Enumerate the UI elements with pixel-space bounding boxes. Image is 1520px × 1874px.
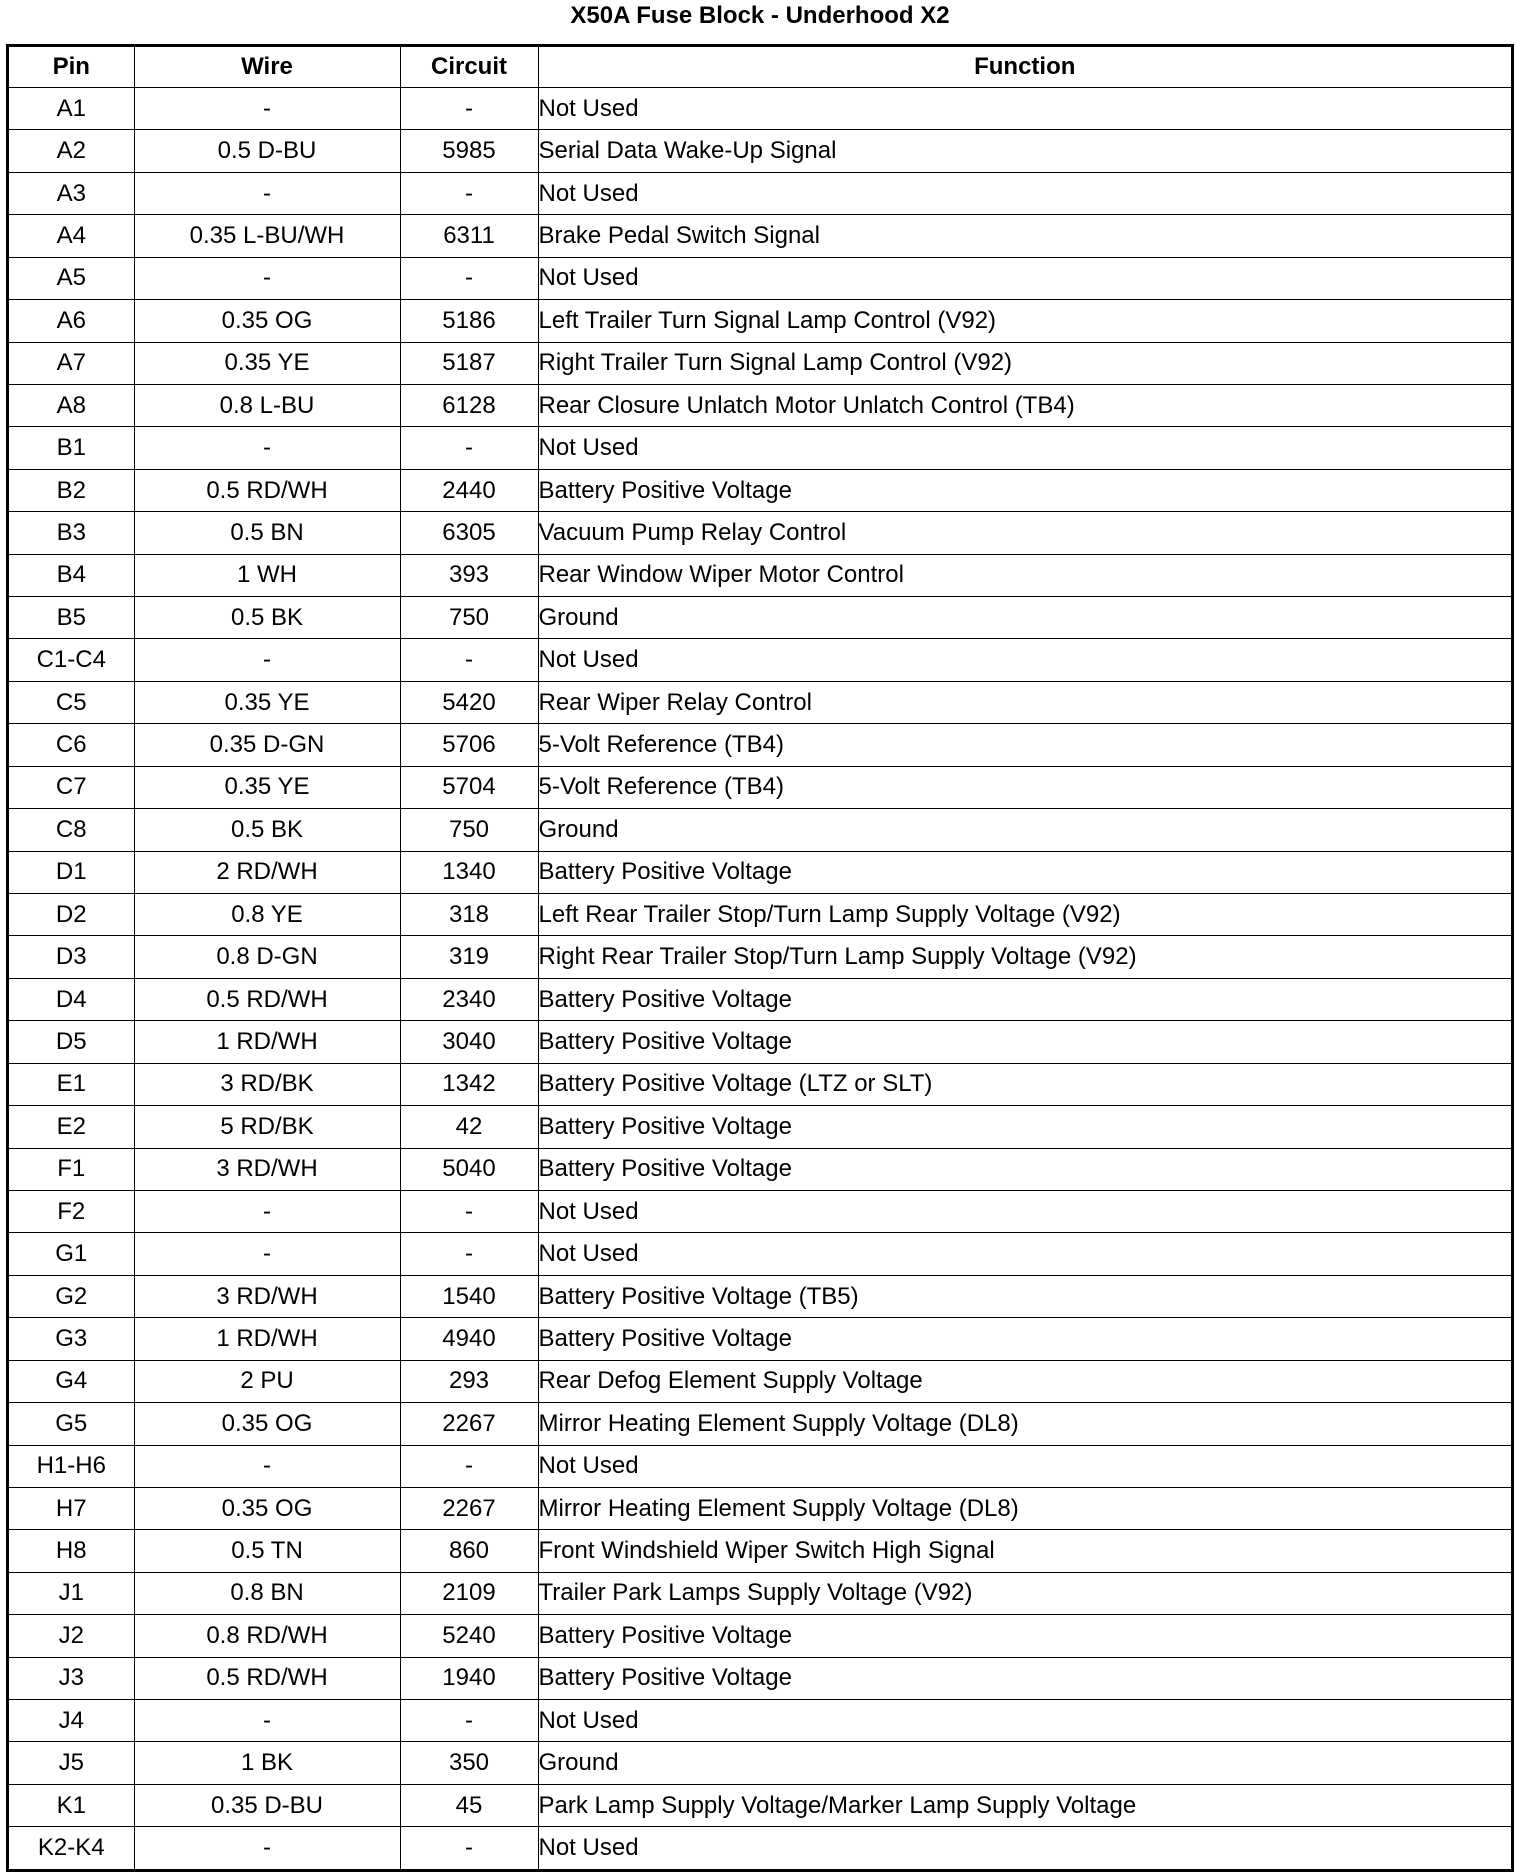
table-row — [9, 1063, 1511, 1105]
pin-cell: K1 — [9, 1784, 134, 1826]
table-row — [9, 1403, 1511, 1445]
circuit-cell: 393 — [400, 554, 538, 596]
table-row — [9, 1148, 1511, 1190]
wire-cell: 1 WH — [134, 554, 400, 596]
pin-cell: G3 — [9, 1318, 134, 1360]
function-cell: Not Used — [538, 639, 1511, 681]
function-cell: Battery Positive Voltage — [538, 1615, 1511, 1657]
pin-cell: A3 — [9, 172, 134, 214]
circuit-cell: - — [400, 1233, 538, 1275]
pin-cell: D2 — [9, 894, 134, 936]
table-header-row — [9, 47, 1511, 88]
circuit-cell: 42 — [400, 1106, 538, 1148]
pin-cell: K2-K4 — [9, 1827, 134, 1869]
circuit-cell: - — [400, 88, 538, 130]
wire-cell: 0.35 D-GN — [134, 724, 400, 766]
table-row — [9, 1742, 1511, 1784]
function-cell: Rear Closure Unlatch Motor Unlatch Control (TB4) — [538, 384, 1511, 426]
table-row — [9, 257, 1511, 299]
table-body — [9, 88, 1511, 1870]
function-cell: Battery Positive Voltage — [538, 1106, 1511, 1148]
header-circuit: Circuit — [400, 47, 538, 88]
table-row — [9, 512, 1511, 554]
wire-cell: 3 RD/WH — [134, 1275, 400, 1317]
table-row — [9, 1445, 1511, 1487]
pin-cell: B2 — [9, 469, 134, 511]
pin-cell: J2 — [9, 1615, 134, 1657]
table-row — [9, 894, 1511, 936]
table-row — [9, 342, 1511, 384]
wire-cell: 0.8 D-GN — [134, 936, 400, 978]
circuit-cell: - — [400, 427, 538, 469]
pin-cell: F1 — [9, 1148, 134, 1190]
pin-cell: A8 — [9, 384, 134, 426]
function-cell: Not Used — [538, 1233, 1511, 1275]
table-row — [9, 1233, 1511, 1275]
function-cell: Battery Positive Voltage (TB5) — [538, 1275, 1511, 1317]
function-cell: Not Used — [538, 88, 1511, 130]
pin-cell: A5 — [9, 257, 134, 299]
wire-cell: 0.35 YE — [134, 342, 400, 384]
function-cell: Mirror Heating Element Supply Voltage (DL8) — [538, 1487, 1511, 1529]
table-row — [9, 639, 1511, 681]
table-row — [9, 1275, 1511, 1317]
wire-cell: 0.5 BN — [134, 512, 400, 554]
table-row — [9, 1318, 1511, 1360]
circuit-cell: 5706 — [400, 724, 538, 766]
circuit-cell: 1340 — [400, 851, 538, 893]
table-row — [9, 851, 1511, 893]
wire-cell: 0.35 YE — [134, 681, 400, 723]
function-cell: Ground — [538, 809, 1511, 851]
table-row — [9, 1784, 1511, 1826]
header-pin: Pin — [9, 47, 134, 88]
circuit-cell: 5240 — [400, 1615, 538, 1657]
table-row — [9, 1487, 1511, 1529]
function-cell: Battery Positive Voltage (LTZ or SLT) — [538, 1063, 1511, 1105]
wire-cell: 0.5 TN — [134, 1530, 400, 1572]
circuit-cell: 4940 — [400, 1318, 538, 1360]
table-row — [9, 936, 1511, 978]
wire-cell: - — [134, 257, 400, 299]
circuit-cell: - — [400, 172, 538, 214]
wire-cell: 0.8 BN — [134, 1572, 400, 1614]
wire-cell: 0.5 RD/WH — [134, 469, 400, 511]
function-cell: Rear Window Wiper Motor Control — [538, 554, 1511, 596]
wire-cell: - — [134, 427, 400, 469]
function-cell: Park Lamp Supply Voltage/Marker Lamp Supply Voltage — [538, 1784, 1511, 1826]
wire-cell: - — [134, 1190, 400, 1232]
table-row — [9, 1827, 1511, 1869]
pin-cell: A4 — [9, 215, 134, 257]
table-row — [9, 681, 1511, 723]
pin-cell: G4 — [9, 1360, 134, 1402]
circuit-cell: - — [400, 257, 538, 299]
pin-cell: D4 — [9, 978, 134, 1020]
function-cell: Battery Positive Voltage — [538, 1657, 1511, 1699]
wire-cell: 0.5 RD/WH — [134, 978, 400, 1020]
wire-cell: 2 PU — [134, 1360, 400, 1402]
pin-cell: H7 — [9, 1487, 134, 1529]
wire-cell: 1 RD/WH — [134, 1318, 400, 1360]
function-cell: Ground — [538, 597, 1511, 639]
pin-cell: B3 — [9, 512, 134, 554]
wire-cell: - — [134, 88, 400, 130]
function-cell: Battery Positive Voltage — [538, 1021, 1511, 1063]
function-cell: Rear Defog Element Supply Voltage — [538, 1360, 1511, 1402]
circuit-cell: 1342 — [400, 1063, 538, 1105]
wire-cell: - — [134, 1827, 400, 1869]
function-cell: Left Trailer Turn Signal Lamp Control (V92) — [538, 300, 1511, 342]
circuit-cell: 45 — [400, 1784, 538, 1826]
pin-cell: A1 — [9, 88, 134, 130]
circuit-cell: 6311 — [400, 215, 538, 257]
function-cell: Brake Pedal Switch Signal — [538, 215, 1511, 257]
wire-cell: 3 RD/BK — [134, 1063, 400, 1105]
function-cell: Not Used — [538, 1827, 1511, 1869]
circuit-cell: - — [400, 1827, 538, 1869]
circuit-cell: - — [400, 1445, 538, 1487]
function-cell: Right Rear Trailer Stop/Turn Lamp Supply Voltage (V92) — [538, 936, 1511, 978]
pin-cell: C6 — [9, 724, 134, 766]
function-cell: Rear Wiper Relay Control — [538, 681, 1511, 723]
circuit-cell: 5186 — [400, 300, 538, 342]
pin-cell: J1 — [9, 1572, 134, 1614]
wire-cell: 0.8 L-BU — [134, 384, 400, 426]
function-cell: Front Windshield Wiper Switch High Signal — [538, 1530, 1511, 1572]
wire-cell: - — [134, 172, 400, 214]
pin-cell: G1 — [9, 1233, 134, 1275]
function-cell: Not Used — [538, 1700, 1511, 1742]
table-row — [9, 766, 1511, 808]
wire-cell: 0.35 OG — [134, 1487, 400, 1529]
function-cell: Not Used — [538, 257, 1511, 299]
header-function: Function — [538, 47, 1511, 88]
pin-cell: B1 — [9, 427, 134, 469]
function-cell: Battery Positive Voltage — [538, 469, 1511, 511]
circuit-cell: 2340 — [400, 978, 538, 1020]
table-row — [9, 88, 1511, 130]
pin-cell: C5 — [9, 681, 134, 723]
table-row — [9, 1021, 1511, 1063]
pin-cell: C8 — [9, 809, 134, 851]
circuit-cell: 6128 — [400, 384, 538, 426]
wire-cell: 2 RD/WH — [134, 851, 400, 893]
circuit-cell: 2267 — [400, 1403, 538, 1445]
wire-cell: - — [134, 639, 400, 681]
pin-cell: F2 — [9, 1190, 134, 1232]
wire-cell: - — [134, 1233, 400, 1275]
pin-cell: J5 — [9, 1742, 134, 1784]
function-cell: Not Used — [538, 1445, 1511, 1487]
pin-cell: D5 — [9, 1021, 134, 1063]
wire-cell: 1 BK — [134, 1742, 400, 1784]
function-cell: Not Used — [538, 1190, 1511, 1232]
circuit-cell: 6305 — [400, 512, 538, 554]
circuit-cell: - — [400, 1190, 538, 1232]
function-cell: Ground — [538, 1742, 1511, 1784]
circuit-cell: 860 — [400, 1530, 538, 1572]
wire-cell: - — [134, 1445, 400, 1487]
wire-cell: 0.35 OG — [134, 1403, 400, 1445]
table-row — [9, 1360, 1511, 1402]
pin-cell: C7 — [9, 766, 134, 808]
function-cell: 5-Volt Reference (TB4) — [538, 724, 1511, 766]
pin-cell: C1-C4 — [9, 639, 134, 681]
pin-cell: J4 — [9, 1700, 134, 1742]
header-wire: Wire — [134, 47, 400, 88]
wire-cell: 0.35 L-BU/WH — [134, 215, 400, 257]
table-row — [9, 1700, 1511, 1742]
circuit-cell: - — [400, 639, 538, 681]
table-row — [9, 469, 1511, 511]
circuit-cell: 1540 — [400, 1275, 538, 1317]
connector-pinout-table — [9, 47, 1511, 1869]
function-cell: Battery Positive Voltage — [538, 1318, 1511, 1360]
circuit-cell: - — [400, 1700, 538, 1742]
pin-cell: D1 — [9, 851, 134, 893]
function-cell: Mirror Heating Element Supply Voltage (DL8) — [538, 1403, 1511, 1445]
function-cell: Battery Positive Voltage — [538, 978, 1511, 1020]
circuit-cell: 318 — [400, 894, 538, 936]
wire-cell: 0.35 YE — [134, 766, 400, 808]
wire-cell: - — [134, 1700, 400, 1742]
pin-cell: G5 — [9, 1403, 134, 1445]
pin-cell: B5 — [9, 597, 134, 639]
table-row — [9, 384, 1511, 426]
table-row — [9, 1106, 1511, 1148]
function-cell: Not Used — [538, 172, 1511, 214]
wire-cell: 0.5 BK — [134, 809, 400, 851]
circuit-cell: 5985 — [400, 130, 538, 172]
table-row — [9, 427, 1511, 469]
circuit-cell: 350 — [400, 1742, 538, 1784]
table-row — [9, 172, 1511, 214]
circuit-cell: 293 — [400, 1360, 538, 1402]
function-cell: Battery Positive Voltage — [538, 851, 1511, 893]
circuit-cell: 5187 — [400, 342, 538, 384]
circuit-cell: 2440 — [400, 469, 538, 511]
pin-cell: G2 — [9, 1275, 134, 1317]
wire-cell: 3 RD/WH — [134, 1148, 400, 1190]
connector-pinout-table-frame — [6, 44, 1514, 1872]
circuit-cell: 750 — [400, 597, 538, 639]
pin-cell: E2 — [9, 1106, 134, 1148]
function-cell: Trailer Park Lamps Supply Voltage (V92) — [538, 1572, 1511, 1614]
function-cell: Battery Positive Voltage — [538, 1148, 1511, 1190]
pin-cell: H1-H6 — [9, 1445, 134, 1487]
circuit-cell: 5420 — [400, 681, 538, 723]
page-title: X50A Fuse Block - Underhood X2 — [570, 2, 950, 29]
circuit-cell: 2267 — [400, 1487, 538, 1529]
wire-cell: 0.5 D-BU — [134, 130, 400, 172]
function-cell: Left Rear Trailer Stop/Turn Lamp Supply Voltage (V92) — [538, 894, 1511, 936]
table-row — [9, 300, 1511, 342]
wire-cell: 0.8 RD/WH — [134, 1615, 400, 1657]
circuit-cell: 750 — [400, 809, 538, 851]
pin-cell: A7 — [9, 342, 134, 384]
circuit-cell: 3040 — [400, 1021, 538, 1063]
table-row — [9, 130, 1511, 172]
function-cell: Serial Data Wake-Up Signal — [538, 130, 1511, 172]
function-cell: 5-Volt Reference (TB4) — [538, 766, 1511, 808]
wire-cell: 0.35 OG — [134, 300, 400, 342]
table-row — [9, 1657, 1511, 1699]
circuit-cell: 319 — [400, 936, 538, 978]
table-row — [9, 554, 1511, 596]
circuit-cell: 2109 — [400, 1572, 538, 1614]
function-cell: Right Trailer Turn Signal Lamp Control (V92) — [538, 342, 1511, 384]
pin-cell: B4 — [9, 554, 134, 596]
table-row — [9, 1572, 1511, 1614]
pin-cell: D3 — [9, 936, 134, 978]
circuit-cell: 1940 — [400, 1657, 538, 1699]
wire-cell: 5 RD/BK — [134, 1106, 400, 1148]
function-cell: Vacuum Pump Relay Control — [538, 512, 1511, 554]
table-row — [9, 1530, 1511, 1572]
table-row — [9, 809, 1511, 851]
table-row — [9, 724, 1511, 766]
wire-cell: 0.8 YE — [134, 894, 400, 936]
pin-cell: A6 — [9, 300, 134, 342]
wire-cell: 0.5 RD/WH — [134, 1657, 400, 1699]
pin-cell: A2 — [9, 130, 134, 172]
wire-cell: 1 RD/WH — [134, 1021, 400, 1063]
pin-cell: J3 — [9, 1657, 134, 1699]
function-cell: Not Used — [538, 427, 1511, 469]
table-row — [9, 1190, 1511, 1232]
wire-cell: 0.5 BK — [134, 597, 400, 639]
pin-cell: H8 — [9, 1530, 134, 1572]
circuit-cell: 5040 — [400, 1148, 538, 1190]
circuit-cell: 5704 — [400, 766, 538, 808]
table-row — [9, 597, 1511, 639]
pin-cell: E1 — [9, 1063, 134, 1105]
table-row — [9, 1615, 1511, 1657]
wire-cell: 0.35 D-BU — [134, 1784, 400, 1826]
table-row — [9, 978, 1511, 1020]
table-row — [9, 215, 1511, 257]
